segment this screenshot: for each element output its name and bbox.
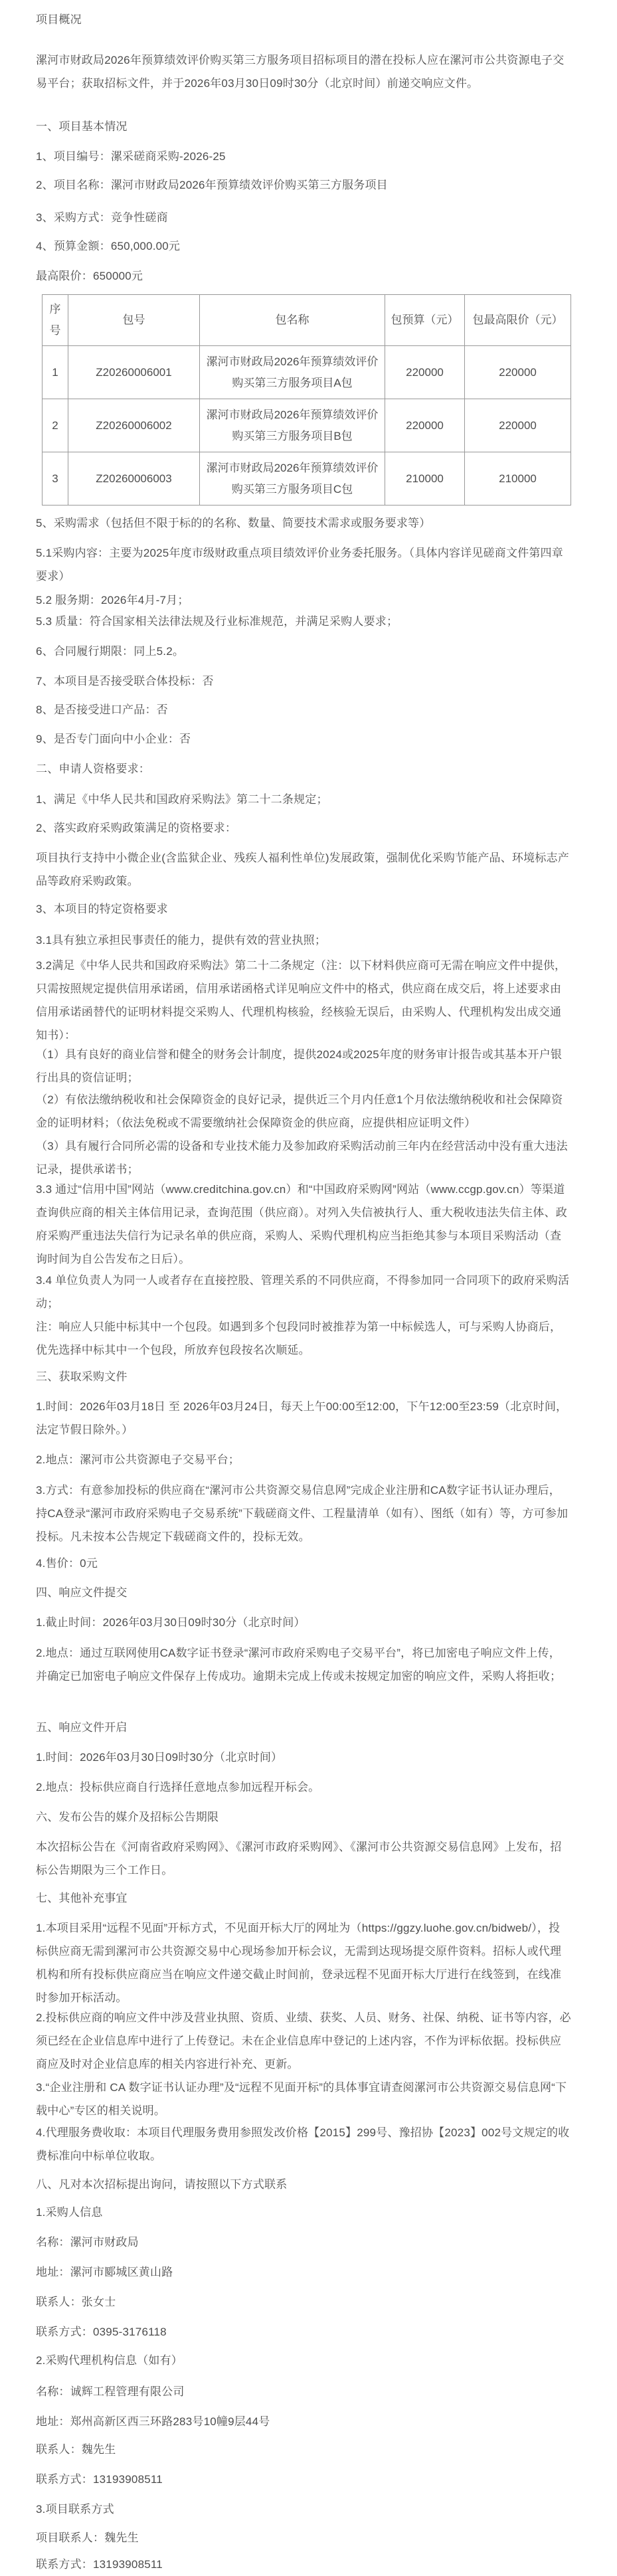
qualification-3-2-item1: （1）具有良好的商业信誉和健全的财务会计制度，提供2024或2025年度的财务审计报告或其基本开户银行出具的资信证明； (36, 1048, 563, 1084)
project-number: 1、项目编号：漯采磋商采购-2026-25 (36, 150, 226, 163)
import-products: 8、是否接受进口产品：否 (36, 703, 168, 716)
package-note: 注：响应人只能中标其中一个包段。如遇到多个包段同时被推荐为第一中标候选人，可与采购人协商后，优先选择中标其中一个包段，所放弃包段按名次顺延。 (36, 1321, 562, 1356)
submit-deadline: 1.截止时间：2026年03月30日09时30分（北京时间） (36, 1616, 306, 1629)
consortium-bidding: 7、本项目是否接受联合体投标：否 (36, 675, 214, 688)
project-phone: 联系方式：13193908511 (36, 2558, 163, 2571)
quality-requirement: 5.3 质量：符合国家相关法律法规及行业标准规范，并满足采购人要求； (36, 615, 398, 628)
qualification-2: 2、落实政府采购政策满足的资格要求： (36, 822, 237, 834)
supplement-2: 2.投标供应商的响应文件中涉及营业执照、资质、业绩、获奖、人员、财务、社保、纳税、证书等内容，必须已经在企业信息库中进行了上传登记。未在企业信息库中登记的上述内容，不作为评标依据。投标供应商应及时对企业信息库的相关内容进行补充、更新。 (36, 2011, 571, 2070)
table-row (43, 346, 571, 399)
procurement-method: 3、采购方式：竞争性磋商 (36, 211, 168, 224)
doc-title: 项目概况 (36, 13, 82, 26)
table-header-row (43, 295, 571, 346)
supplement-4: 4.代理服务费收取：本项目代理服务费用参照发改价格【2015】299号、豫招协【2023】002号文规定的收费标准向中标单位收取。 (36, 2126, 570, 2162)
agency-phone: 联系方式：13193908511 (36, 2473, 163, 2486)
open-place: 2.地点：投标供应商自行选择任意地点参加远程开标会。 (36, 1781, 320, 1794)
col-header-pkg-name: 包名称 (200, 295, 385, 346)
obtain-time: 1.时间：2026年03月18日 至 2026年03月24日，每天上午00:00至12:00，下午12:00至23:59（北京时间，法定节假日除外。） (36, 1400, 568, 1436)
announcement-media: 本次招标公告在《河南省政府采购网》、《漯河市政府采购网》、《漯河市公共资源交易信息网》上发布，招标公告期限为三个工作日。 (36, 1841, 562, 1877)
cell-max-price: 220000 (465, 346, 571, 399)
section-1-heading: 一、项目基本情况 (36, 120, 128, 133)
cell-pkg-no: Z20260006002 (68, 399, 200, 452)
qualification-2-detail: 项目执行支持中小微企业(含监狱企业、残疾人福利性单位)发展政策，强制优化采购节能产品、环境标志产品等政府采购政策。 (36, 852, 569, 887)
project-contact-heading: 3.项目联系方式 (36, 2503, 114, 2516)
agency-address: 地址：郑州高新区西三环路283号10幢9层44号 (36, 2415, 270, 2428)
col-header-seq: 序号 (43, 295, 68, 346)
cell-pkg-name: 漯河市财政局2026年预算绩效评价购买第三方服务项目A包 (200, 346, 385, 399)
cell-seq: 2 (43, 399, 68, 452)
intro-paragraph: 漯河市财政局2026年预算绩效评价购买第三方服务项目招标项目的潜在投标人应在漯河市公共资源电子交易平台；获取招标文件，并于2026年03月30日09时30分（北京时间）前递交响应文件。 (36, 54, 565, 90)
section-5-heading: 五、响应文件开启 (36, 1721, 128, 1734)
max-price-limit: 最高限价：650000元 (36, 270, 143, 282)
cell-seq: 1 (43, 346, 68, 399)
purchaser-info-heading: 1.采购人信息 (36, 2206, 103, 2219)
col-header-budget: 包预算（元） (385, 295, 465, 346)
agency-info-heading: 2.采购代理机构信息（如有） (36, 2354, 183, 2367)
purchaser-address: 地址：漯河市郾城区黄山路 (36, 2266, 173, 2278)
service-period: 5.2 服务期：2026年4月-7月； (36, 594, 189, 606)
project-contact: 项目联系人：魏先生 (36, 2531, 139, 2544)
purchaser-contact: 联系人：张女士 (36, 2296, 116, 2308)
cell-pkg-no: Z20260006003 (68, 452, 200, 506)
agency-name: 名称：诚辉工程管理有限公司 (36, 2385, 185, 2398)
table-row (43, 399, 571, 452)
project-name: 2、项目名称：漯河市财政局2026年预算绩效评价购买第三方服务项目 (36, 179, 388, 191)
contract-term: 6、合同履行期限：同上5.2。 (36, 645, 185, 658)
cell-pkg-name: 漯河市财政局2026年预算绩效评价购买第三方服务项目B包 (200, 399, 385, 452)
obtain-price: 4.售价：0元 (36, 1557, 98, 1570)
budget-amount: 4、预算金额：650,000.00元 (36, 240, 181, 252)
qualification-1: 1、满足《中华人民共和国政府采购法》第二十二条规定； (36, 793, 328, 806)
purchaser-phone: 联系方式：0395-3176118 (36, 2326, 167, 2338)
cell-pkg-name: 漯河市财政局2026年预算绩效评价购买第三方服务项目C包 (200, 452, 385, 506)
submit-place: 2.地点：通过互联网使用CA数字证书登录“漯河市政府采购电子交易平台”，将已加密电子响应文件上传，并确定已加密电子响应文件保存上传成功。逾期未完成上传或未按规定加密的响应文件，采购人将拒收； (36, 1647, 562, 1683)
demand-content: 5.1采购内容：主要为2025年度市级财政重点项目绩效评价业务委托服务。（具体内容详见磋商文件第四章要求） (36, 547, 563, 583)
section-4-heading: 四、响应文件提交 (36, 1586, 128, 1599)
cell-pkg-no: Z20260006001 (68, 346, 200, 399)
qualification-3-2-item3: （3）具有履行合同所必需的设备和专业技术能力及参加政府采购活动前三年内在经营活动中没有重大违法记录，提供承诺书； (36, 1140, 568, 1176)
qualification-3-3: 3.3 通过“信用中国”网站（www.creditchina.gov.cn）和“中国政府采购网”网站（www.ccgp.gov.cn）等渠道查询供应商的相关主体信用记录，查询范围（供应商）。对列入失信被执行人、重大税收违法失信主体、政府采购严重违法失信行为记录名单的供应商，采购人、采购代理机构应当拒绝其参与本项目采购活动（查询时间为自公告发布之日后）。 (36, 1183, 567, 1265)
open-time: 1.时间：2026年03月30日09时30分（北京时间） (36, 1751, 283, 1764)
qualification-3-4: 3.4 单位负责人为同一人或者存在直接控股、管理关系的不同供应商，不得参加同一合同项下的政府采购活动； (36, 1274, 570, 1310)
qualification-3: 3、本项目的特定资格要求 (36, 903, 168, 915)
cell-max-price: 220000 (465, 399, 571, 452)
cell-budget: 220000 (385, 399, 465, 452)
sme-oriented: 9、是否专门面向中小企业：否 (36, 733, 191, 745)
section-3-heading: 三、获取采购文件 (36, 1370, 128, 1383)
section-8-heading: 八、凡对本次招标提出询问，请按照以下方式联系 (36, 2178, 288, 2191)
qualification-3-2: 3.2满足《中华人民共和国政府采购法》第二十二条规定（注：以下材料供应商可无需在响应文件中提供，只需按照规定提供信用承诺函，信用承诺函格式详见响应文件中的格式，供应商在成交后，将上述要求由信用承诺函替代的证明材料提交采购人、代理机构核验，经核验无误后，由采购人、代理机构发出成交通知书）： (36, 959, 567, 1042)
package-table (42, 294, 571, 506)
col-header-max-price: 包最高限价（元） (465, 295, 571, 346)
supplement-3: 3.“企业注册和 CA 数字证书认证办理”及“远程不见面开标”的具体事宜请查阅漯河市公共资源交易信息网“下载中心”专区的相关说明。 (36, 2081, 567, 2117)
obtain-method: 3.方式：有意参加投标的供应商在“漯河市公共资源交易信息网”完成企业注册和CA数字证书认证办理后，持CA登录“漯河市政府采购电子交易系统”下载磋商文件、工程量清单（如有）、图纸（如有）等，方可参加投标。凡未按本公告规定下载磋商文件的，投标无效。 (36, 1484, 569, 1543)
section-2-heading: 二、申请人资格要求： (36, 763, 150, 775)
purchaser-name: 名称：漯河市财政局 (36, 2236, 139, 2249)
agency-contact: 联系人：魏先生 (36, 2443, 116, 2456)
section-6-heading: 六、发布公告的媒介及招标公告期限 (36, 1811, 219, 1823)
table-row (43, 452, 571, 506)
obtain-place: 2.地点：漯河市公共资源电子交易平台； (36, 1453, 240, 1466)
qualification-3-2-item2: （2）有依法缴纳税收和社会保障资金的良好记录，提供近三个月内任意1个月依法缴纳税收和社会保障资金的证明材料；（依法免税或不需要缴纳社会保障资金的供应商，应提供相应证明文件） (36, 1093, 563, 1129)
section-7-heading: 七、其他补充事宜 (36, 1892, 128, 1904)
cell-budget: 220000 (385, 346, 465, 399)
cell-seq: 3 (43, 452, 68, 506)
cell-budget: 210000 (385, 452, 465, 506)
col-header-pkg-no: 包号 (68, 295, 200, 346)
supplement-1: 1.本项目采用“远程不见面”开标方式，不见面开标大厅的网址为（https://ggzy.luohe.gov.cn/bidweb/），投标供应商无需到漯河市公共资源交易中心现场参加开标会议，无需到达现场提交原件资料。招标人或代理机构和所有投标供应商应当在响应文件递交截止时间前，登录远程不见面开标大厅进行在线签到，在线准时参加开标活动。 (36, 1922, 562, 2004)
qualification-3-1: 3.1具有独立承担民事责任的能力，提供有效的营业执照； (36, 934, 327, 947)
demand-heading: 5、采购需求（包括但不限于标的的名称、数量、简要技术需求或服务要求等） (36, 517, 431, 529)
cell-max-price: 210000 (465, 452, 571, 506)
